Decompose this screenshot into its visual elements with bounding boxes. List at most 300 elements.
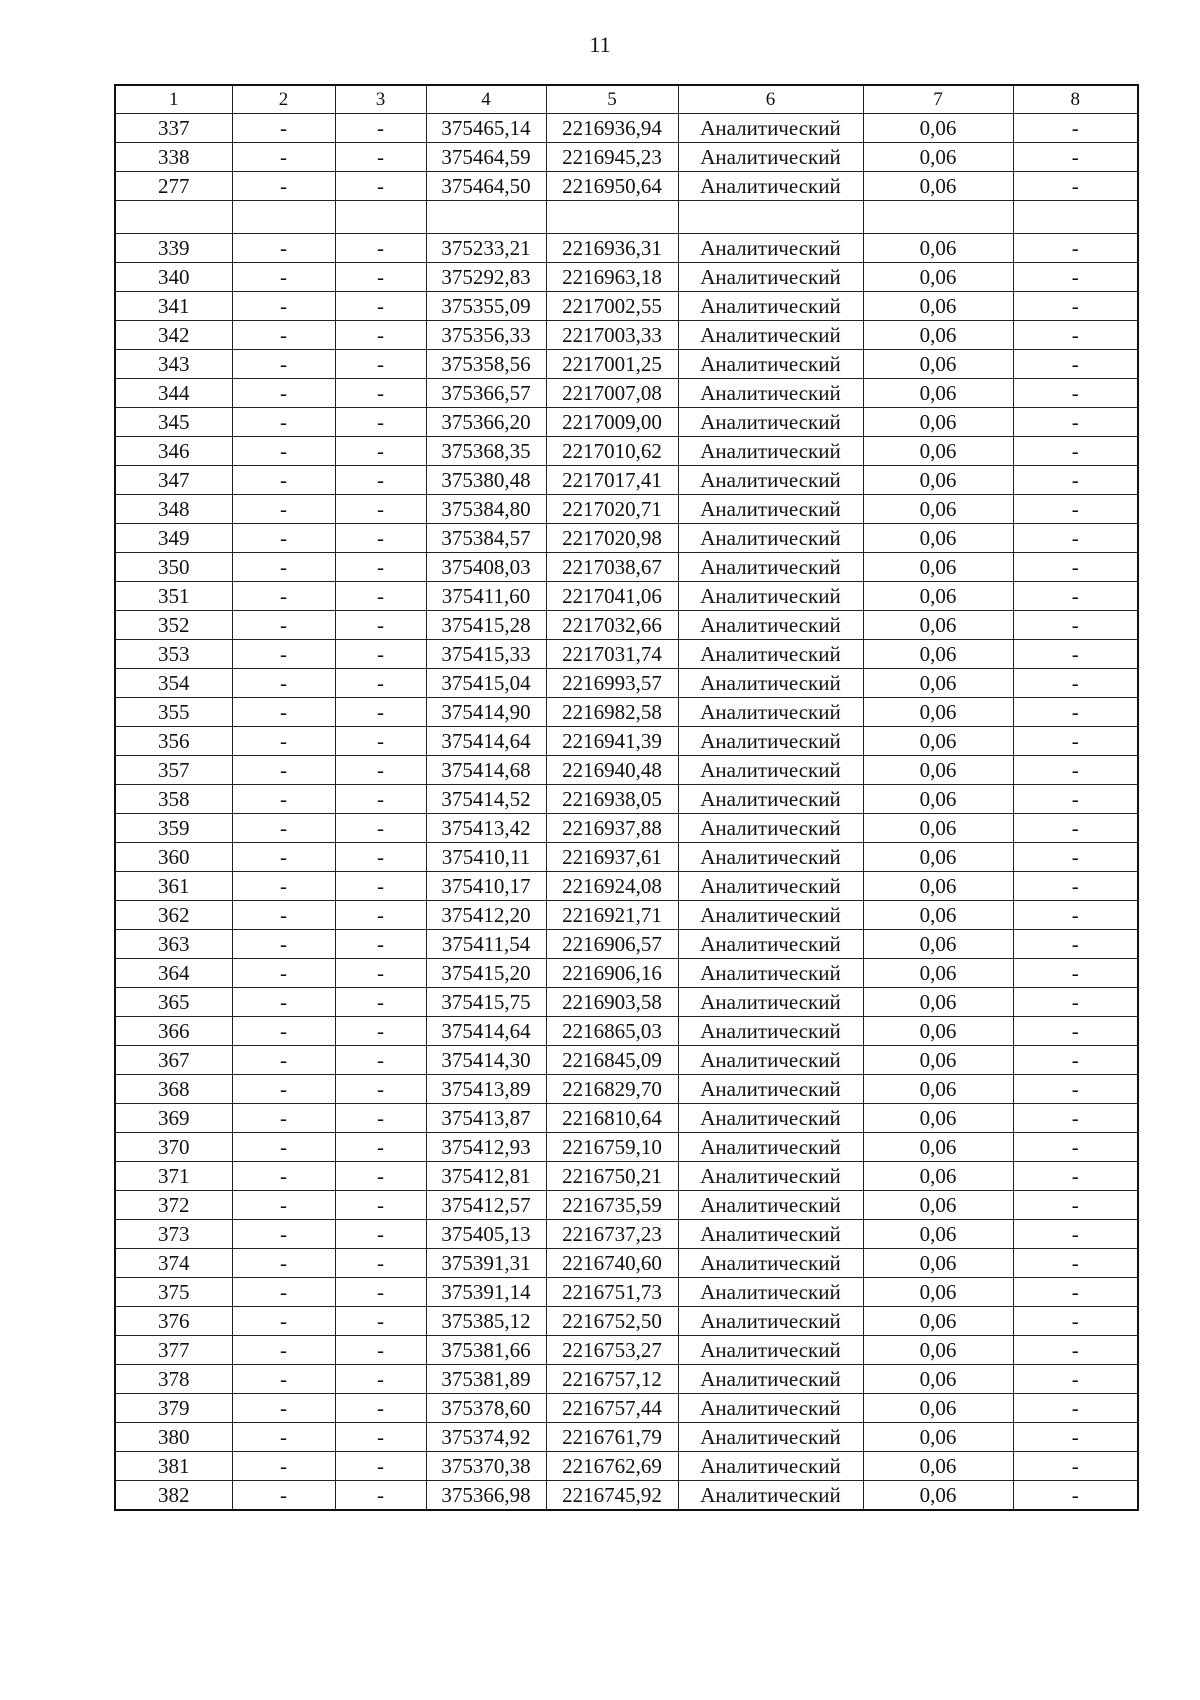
- point-number-cell: 369: [115, 1104, 232, 1133]
- col3-cell: -: [335, 727, 426, 756]
- method-cell: Аналитический: [678, 1191, 863, 1220]
- col8-cell: -: [1013, 959, 1138, 988]
- col8-cell: -: [1013, 321, 1138, 350]
- point-number-cell: 354: [115, 669, 232, 698]
- x-coordinate-cell: 375414,30: [426, 1046, 546, 1075]
- table-row: [115, 350, 1138, 379]
- col8-cell: -: [1013, 1017, 1138, 1046]
- method-cell: Аналитический: [678, 901, 863, 930]
- method-cell: Аналитический: [678, 1104, 863, 1133]
- table-row: [115, 1481, 1138, 1511]
- point-number-cell: 349: [115, 524, 232, 553]
- header-cell: 5: [546, 85, 678, 114]
- point-number-cell: 338: [115, 143, 232, 172]
- accuracy-cell: 0,06: [863, 114, 1013, 143]
- col2-cell: -: [232, 1046, 335, 1075]
- col2-cell: -: [232, 843, 335, 872]
- y-coordinate-cell: 2216757,12: [546, 1365, 678, 1394]
- point-number-cell: 347: [115, 466, 232, 495]
- table-row: [115, 959, 1138, 988]
- col3-cell: -: [335, 698, 426, 727]
- col3-cell: -: [335, 1394, 426, 1423]
- accuracy-cell: 0,06: [863, 1017, 1013, 1046]
- col2-cell: -: [232, 785, 335, 814]
- point-number-cell: 372: [115, 1191, 232, 1220]
- col3-cell: -: [335, 437, 426, 466]
- point-number-cell: 340: [115, 263, 232, 292]
- table-row: [115, 1336, 1138, 1365]
- point-number-cell: 345: [115, 408, 232, 437]
- x-coordinate-cell: 375384,57: [426, 524, 546, 553]
- method-cell: Аналитический: [678, 1394, 863, 1423]
- x-coordinate-cell: 375415,04: [426, 669, 546, 698]
- col8-cell: -: [1013, 611, 1138, 640]
- col2-cell: -: [232, 1423, 335, 1452]
- table-row: [115, 263, 1138, 292]
- col8-cell: -: [1013, 466, 1138, 495]
- header-cell: 6: [678, 85, 863, 114]
- x-coordinate-cell: 375412,93: [426, 1133, 546, 1162]
- method-cell: Аналитический: [678, 1452, 863, 1481]
- header-cell: 3: [335, 85, 426, 114]
- x-coordinate-cell: 375412,20: [426, 901, 546, 930]
- accuracy-cell: 0,06: [863, 756, 1013, 785]
- y-coordinate-cell: 2216936,31: [546, 234, 678, 263]
- accuracy-cell: 0,06: [863, 1307, 1013, 1336]
- col8-cell: -: [1013, 495, 1138, 524]
- col3-cell: -: [335, 1336, 426, 1365]
- y-coordinate-cell: 2216845,09: [546, 1046, 678, 1075]
- col8-cell: -: [1013, 843, 1138, 872]
- col2-cell: -: [232, 756, 335, 785]
- table-row: [115, 930, 1138, 959]
- point-number-cell: 341: [115, 292, 232, 321]
- point-number-cell: 366: [115, 1017, 232, 1046]
- accuracy-cell: 0,06: [863, 292, 1013, 321]
- table-row: [115, 524, 1138, 553]
- col3-cell: -: [335, 1249, 426, 1278]
- table-row: [115, 785, 1138, 814]
- col3-cell: -: [335, 292, 426, 321]
- x-coordinate-cell: 375464,50: [426, 172, 546, 201]
- table-row: [115, 1249, 1138, 1278]
- method-cell: Аналитический: [678, 640, 863, 669]
- method-cell: Аналитический: [678, 350, 863, 379]
- col3-cell: -: [335, 1075, 426, 1104]
- col8-cell: -: [1013, 1365, 1138, 1394]
- accuracy-cell: 0,06: [863, 1220, 1013, 1249]
- method-cell: Аналитический: [678, 1481, 863, 1511]
- x-coordinate-cell: 375391,31: [426, 1249, 546, 1278]
- col8-cell: -: [1013, 872, 1138, 901]
- y-coordinate-cell: 2216937,88: [546, 814, 678, 843]
- method-cell: Аналитический: [678, 785, 863, 814]
- y-coordinate-cell: 2216761,79: [546, 1423, 678, 1452]
- y-coordinate-cell: 2216752,50: [546, 1307, 678, 1336]
- accuracy-cell: 0,06: [863, 698, 1013, 727]
- accuracy-cell: 0,06: [863, 172, 1013, 201]
- x-coordinate-cell: 375384,80: [426, 495, 546, 524]
- y-coordinate-cell: 2216941,39: [546, 727, 678, 756]
- table-row: [115, 872, 1138, 901]
- accuracy-cell: 0,06: [863, 1046, 1013, 1075]
- col8-cell: -: [1013, 1075, 1138, 1104]
- col8-cell: -: [1013, 640, 1138, 669]
- table-row: [115, 1075, 1138, 1104]
- col3-cell: -: [335, 1365, 426, 1394]
- method-cell: Аналитический: [678, 234, 863, 263]
- col3-cell: -: [335, 379, 426, 408]
- col8-cell: -: [1013, 1104, 1138, 1133]
- x-coordinate-cell: 375368,35: [426, 437, 546, 466]
- point-number-cell: 344: [115, 379, 232, 408]
- x-coordinate-cell: 375415,20: [426, 959, 546, 988]
- point-number-cell: 380: [115, 1423, 232, 1452]
- col8-cell: -: [1013, 437, 1138, 466]
- accuracy-cell: 0,06: [863, 640, 1013, 669]
- point-number-cell: 373: [115, 1220, 232, 1249]
- col2-cell: -: [232, 1017, 335, 1046]
- col8-cell: -: [1013, 234, 1138, 263]
- col8-cell: -: [1013, 1220, 1138, 1249]
- method-cell: Аналитический: [678, 1336, 863, 1365]
- accuracy-cell: 0,06: [863, 814, 1013, 843]
- col2-cell: -: [232, 321, 335, 350]
- x-coordinate-cell: 375414,68: [426, 756, 546, 785]
- y-coordinate-cell: 2216829,70: [546, 1075, 678, 1104]
- table-row: [115, 408, 1138, 437]
- table-row: [115, 379, 1138, 408]
- col2-cell: -: [232, 901, 335, 930]
- table-row: [115, 292, 1138, 321]
- col2-cell: -: [232, 553, 335, 582]
- point-number-cell: 277: [115, 172, 232, 201]
- col2-cell: -: [232, 495, 335, 524]
- x-coordinate-cell: [426, 201, 546, 234]
- y-coordinate-cell: 2216740,60: [546, 1249, 678, 1278]
- method-cell: Аналитический: [678, 988, 863, 1017]
- point-number-cell: 348: [115, 495, 232, 524]
- col8-cell: -: [1013, 1481, 1138, 1511]
- y-coordinate-cell: 2216982,58: [546, 698, 678, 727]
- col8-cell: -: [1013, 172, 1138, 201]
- method-cell: Аналитический: [678, 1017, 863, 1046]
- x-coordinate-cell: 375411,54: [426, 930, 546, 959]
- col3-cell: -: [335, 785, 426, 814]
- table-row: [115, 321, 1138, 350]
- y-coordinate-cell: [546, 201, 678, 234]
- method-cell: Аналитический: [678, 1133, 863, 1162]
- point-number-cell: 374: [115, 1249, 232, 1278]
- method-cell: Аналитический: [678, 553, 863, 582]
- accuracy-cell: 0,06: [863, 321, 1013, 350]
- col8-cell: -: [1013, 408, 1138, 437]
- accuracy-cell: 0,06: [863, 785, 1013, 814]
- accuracy-cell: 0,06: [863, 959, 1013, 988]
- x-coordinate-cell: 375414,52: [426, 785, 546, 814]
- accuracy-cell: 0,06: [863, 1075, 1013, 1104]
- method-cell: Аналитический: [678, 669, 863, 698]
- col3-cell: -: [335, 1278, 426, 1307]
- y-coordinate-cell: 2217003,33: [546, 321, 678, 350]
- col3-cell: -: [335, 611, 426, 640]
- table-row: [115, 143, 1138, 172]
- accuracy-cell: 0,06: [863, 1481, 1013, 1511]
- point-number-cell: 355: [115, 698, 232, 727]
- y-coordinate-cell: 2216762,69: [546, 1452, 678, 1481]
- col2-cell: -: [232, 1307, 335, 1336]
- y-coordinate-cell: 2217017,41: [546, 466, 678, 495]
- y-coordinate-cell: 2216735,59: [546, 1191, 678, 1220]
- y-coordinate-cell: 2216810,64: [546, 1104, 678, 1133]
- accuracy-cell: 0,06: [863, 1191, 1013, 1220]
- col2-cell: -: [232, 1394, 335, 1423]
- method-cell: Аналитический: [678, 437, 863, 466]
- x-coordinate-cell: 375412,57: [426, 1191, 546, 1220]
- col8-cell: -: [1013, 930, 1138, 959]
- col2-cell: -: [232, 611, 335, 640]
- col2-cell: -: [232, 1162, 335, 1191]
- point-number-cell: 357: [115, 756, 232, 785]
- col2-cell: -: [232, 234, 335, 263]
- accuracy-cell: 0,06: [863, 1336, 1013, 1365]
- point-number-cell: 379: [115, 1394, 232, 1423]
- method-cell: Аналитический: [678, 143, 863, 172]
- point-number-cell: 365: [115, 988, 232, 1017]
- table-row: [115, 669, 1138, 698]
- y-coordinate-cell: 2216757,44: [546, 1394, 678, 1423]
- accuracy-cell: 0,06: [863, 1365, 1013, 1394]
- point-number-cell: 337: [115, 114, 232, 143]
- header-cell: 2: [232, 85, 335, 114]
- col3-cell: -: [335, 1220, 426, 1249]
- y-coordinate-cell: 2217032,66: [546, 611, 678, 640]
- col3-cell: -: [335, 930, 426, 959]
- col2-cell: -: [232, 582, 335, 611]
- accuracy-cell: 0,06: [863, 408, 1013, 437]
- method-cell: Аналитический: [678, 727, 863, 756]
- x-coordinate-cell: 375380,48: [426, 466, 546, 495]
- table-row: [115, 1133, 1138, 1162]
- y-coordinate-cell: 2216945,23: [546, 143, 678, 172]
- accuracy-cell: 0,06: [863, 1249, 1013, 1278]
- y-coordinate-cell: 2217007,08: [546, 379, 678, 408]
- x-coordinate-cell: 375413,89: [426, 1075, 546, 1104]
- x-coordinate-cell: 375410,17: [426, 872, 546, 901]
- header-cell: 1: [115, 85, 232, 114]
- col3-cell: -: [335, 1452, 426, 1481]
- point-number-cell: 371: [115, 1162, 232, 1191]
- col8-cell: -: [1013, 814, 1138, 843]
- x-coordinate-cell: 375412,81: [426, 1162, 546, 1191]
- method-cell: Аналитический: [678, 1278, 863, 1307]
- col8-cell: -: [1013, 669, 1138, 698]
- accuracy-cell: 0,06: [863, 1162, 1013, 1191]
- col3-cell: -: [335, 669, 426, 698]
- accuracy-cell: 0,06: [863, 263, 1013, 292]
- y-coordinate-cell: 2217001,25: [546, 350, 678, 379]
- coordinates-table: [114, 84, 1139, 1511]
- accuracy-cell: 0,06: [863, 350, 1013, 379]
- table-row: [115, 495, 1138, 524]
- col2-cell: -: [232, 872, 335, 901]
- point-number-cell: 353: [115, 640, 232, 669]
- col8-cell: -: [1013, 1046, 1138, 1075]
- col3-cell: -: [335, 321, 426, 350]
- y-coordinate-cell: 2216737,23: [546, 1220, 678, 1249]
- method-cell: Аналитический: [678, 1162, 863, 1191]
- y-coordinate-cell: 2217031,74: [546, 640, 678, 669]
- method-cell: [678, 201, 863, 234]
- method-cell: Аналитический: [678, 930, 863, 959]
- table-row: [115, 814, 1138, 843]
- col3-cell: -: [335, 234, 426, 263]
- col8-cell: [1013, 201, 1138, 234]
- point-number-cell: 350: [115, 553, 232, 582]
- x-coordinate-cell: 375410,11: [426, 843, 546, 872]
- col8-cell: -: [1013, 756, 1138, 785]
- point-number-cell: 382: [115, 1481, 232, 1511]
- x-coordinate-cell: 375391,14: [426, 1278, 546, 1307]
- col3-cell: -: [335, 143, 426, 172]
- accuracy-cell: 0,06: [863, 1104, 1013, 1133]
- x-coordinate-cell: 375413,87: [426, 1104, 546, 1133]
- method-cell: Аналитический: [678, 379, 863, 408]
- x-coordinate-cell: 375366,20: [426, 408, 546, 437]
- col3-cell: -: [335, 1307, 426, 1336]
- table-row: [115, 1220, 1138, 1249]
- point-number-cell: 342: [115, 321, 232, 350]
- table-row: [115, 466, 1138, 495]
- col3-cell: -: [335, 582, 426, 611]
- y-coordinate-cell: 2216751,73: [546, 1278, 678, 1307]
- method-cell: Аналитический: [678, 814, 863, 843]
- x-coordinate-cell: 375408,03: [426, 553, 546, 582]
- col8-cell: -: [1013, 1423, 1138, 1452]
- col8-cell: -: [1013, 553, 1138, 582]
- col2-cell: -: [232, 959, 335, 988]
- col8-cell: -: [1013, 143, 1138, 172]
- point-number-cell: 346: [115, 437, 232, 466]
- point-number-cell: 343: [115, 350, 232, 379]
- method-cell: Аналитический: [678, 1046, 863, 1075]
- col2-cell: -: [232, 1075, 335, 1104]
- y-coordinate-cell: 2216963,18: [546, 263, 678, 292]
- col8-cell: -: [1013, 1162, 1138, 1191]
- table-row: [115, 437, 1138, 466]
- method-cell: Аналитический: [678, 756, 863, 785]
- table-row: [115, 1423, 1138, 1452]
- col2-cell: -: [232, 1104, 335, 1133]
- point-number-cell: 359: [115, 814, 232, 843]
- x-coordinate-cell: 375358,56: [426, 350, 546, 379]
- col2-cell: -: [232, 1481, 335, 1511]
- x-coordinate-cell: 375381,89: [426, 1365, 546, 1394]
- col8-cell: -: [1013, 379, 1138, 408]
- x-coordinate-cell: 375464,59: [426, 143, 546, 172]
- point-number-cell: 361: [115, 872, 232, 901]
- col2-cell: -: [232, 172, 335, 201]
- col2-cell: -: [232, 379, 335, 408]
- accuracy-cell: 0,06: [863, 524, 1013, 553]
- col8-cell: -: [1013, 1249, 1138, 1278]
- method-cell: Аналитический: [678, 959, 863, 988]
- accuracy-cell: 0,06: [863, 495, 1013, 524]
- x-coordinate-cell: 375414,64: [426, 1017, 546, 1046]
- x-coordinate-cell: 375415,75: [426, 988, 546, 1017]
- page-number: 11: [589, 32, 611, 57]
- accuracy-cell: 0,06: [863, 727, 1013, 756]
- accuracy-cell: 0,06: [863, 1394, 1013, 1423]
- table-row: [115, 611, 1138, 640]
- col8-cell: -: [1013, 1278, 1138, 1307]
- table-row: [115, 843, 1138, 872]
- point-number-cell: 367: [115, 1046, 232, 1075]
- col2-cell: -: [232, 143, 335, 172]
- method-cell: Аналитический: [678, 698, 863, 727]
- accuracy-cell: 0,06: [863, 843, 1013, 872]
- col2-cell: -: [232, 814, 335, 843]
- col3-cell: -: [335, 1104, 426, 1133]
- x-coordinate-cell: 375415,33: [426, 640, 546, 669]
- accuracy-cell: 0,06: [863, 466, 1013, 495]
- table-row: [115, 1394, 1138, 1423]
- col2-cell: -: [232, 292, 335, 321]
- x-coordinate-cell: 375414,64: [426, 727, 546, 756]
- x-coordinate-cell: 375415,28: [426, 611, 546, 640]
- x-coordinate-cell: 375381,66: [426, 1336, 546, 1365]
- col2-cell: -: [232, 1133, 335, 1162]
- col8-cell: -: [1013, 350, 1138, 379]
- col8-cell: -: [1013, 292, 1138, 321]
- col3-cell: -: [335, 553, 426, 582]
- y-coordinate-cell: 2216903,58: [546, 988, 678, 1017]
- col2-cell: -: [232, 1191, 335, 1220]
- y-coordinate-cell: 2217020,71: [546, 495, 678, 524]
- accuracy-cell: 0,06: [863, 1278, 1013, 1307]
- y-coordinate-cell: 2217002,55: [546, 292, 678, 321]
- y-coordinate-cell: 2217020,98: [546, 524, 678, 553]
- x-coordinate-cell: 375405,13: [426, 1220, 546, 1249]
- col3-cell: [335, 201, 426, 234]
- table-row: [115, 114, 1138, 143]
- y-coordinate-cell: 2217041,06: [546, 582, 678, 611]
- col2-cell: -: [232, 988, 335, 1017]
- table-row: [115, 1017, 1138, 1046]
- header-cell: 4: [426, 85, 546, 114]
- y-coordinate-cell: 2217010,62: [546, 437, 678, 466]
- point-number-cell: 360: [115, 843, 232, 872]
- accuracy-cell: 0,06: [863, 582, 1013, 611]
- x-coordinate-cell: 375374,92: [426, 1423, 546, 1452]
- table-row: [115, 1162, 1138, 1191]
- point-number-cell: 381: [115, 1452, 232, 1481]
- col8-cell: -: [1013, 727, 1138, 756]
- x-coordinate-cell: 375366,57: [426, 379, 546, 408]
- x-coordinate-cell: 375378,60: [426, 1394, 546, 1423]
- col3-cell: -: [335, 756, 426, 785]
- table-row: [115, 553, 1138, 582]
- col3-cell: -: [335, 466, 426, 495]
- point-number-cell: 358: [115, 785, 232, 814]
- x-coordinate-cell: 375366,98: [426, 1481, 546, 1511]
- table-row: [115, 1046, 1138, 1075]
- y-coordinate-cell: 2216750,21: [546, 1162, 678, 1191]
- accuracy-cell: 0,06: [863, 553, 1013, 582]
- accuracy-cell: 0,06: [863, 1133, 1013, 1162]
- col2-cell: -: [232, 263, 335, 292]
- col3-cell: -: [335, 114, 426, 143]
